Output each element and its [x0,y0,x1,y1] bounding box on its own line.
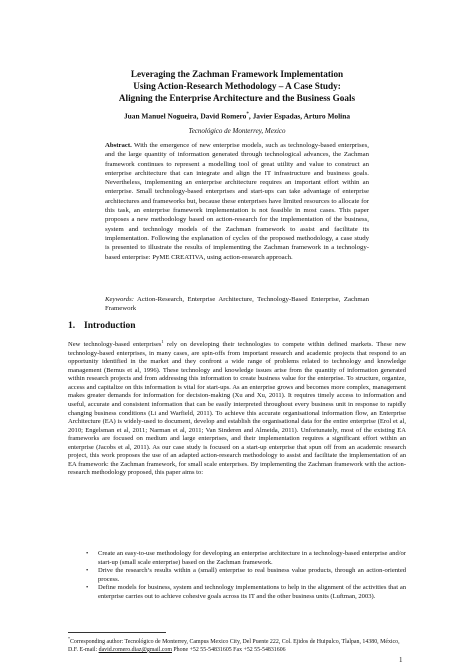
aim-text: Define models for business, system and technology implementations to help in the alignment of the activities that an enterprise carries out to achieve cohesive goals across its IT and the other business units (Luftman, 2003). [98,584,406,600]
title-line-1: Leveraging the Zachman Framework Implementation [130,69,344,79]
section-title: Introduction [84,321,136,331]
keywords-label: Keywords: [105,296,134,303]
bullet-icon: • [86,567,89,575]
footnote-divider [68,632,166,633]
title-line-3: Aligning the Enterprise Architecture and the Business Goals [118,93,356,103]
aims-list-item [86,584,406,601]
section-heading [68,320,136,332]
affiliation: Tecnológico de Monterrey, Mexico [188,127,286,135]
abstract-label: Abstract. [105,142,132,149]
footnote-text: Corresponding author: Tecnológico de Monterrey, Campus Mexico City, Del Puente 222, Col. Ejidos de Huipulco, Tlalpan, 14380, México, D.F. E-mail: [68,638,400,653]
aims-list [86,550,406,601]
footnote [68,635,406,655]
footnote-mark: * [68,636,70,641]
aims-list-item [86,567,406,584]
page-number: 1 [399,656,403,664]
authors-first: Juan Manuel Nogueira, David Romero [123,111,247,121]
author-list [60,110,414,121]
intro-text-start: New technology-based enterprises [68,341,162,349]
footnote-contact: Phone +52 55-54831605 Fax +52 55-54831606 [171,646,286,653]
aims-list-item [86,550,406,567]
footnote-ref: 1 [161,339,164,344]
keywords [105,295,369,314]
intro-text-rest: rely on developing their technologies to compete within defined markets. These new technology-based enterprises, in many cases, are spin-offs from important research and academic projects that respond to an opportunity identified in the market and they confront a wide range of problems related to technology and knowledge management (Bernus et al, 1996). These technology and knowledge issues arise from the quantity of information generated within research projects and from addressing this information to create business value for the enterprise. To structure, organize, access and capitalize on this information is vital for start-ups. As an enterprise grows and becomes more complex, management makes greater demands for information for decision-making (Xu and Xu, 2011). It requires timely access to information and useful, accurate and consistent information that can be easily interpreted throughout every business unit in response to rapidly changing business conditions (Li and Warfield, 2011). To achieve this accurate organisational information flow, an Enterprise Architecture (EA) is widely-used to document, develop and establish the organisational data for the entire enterprise (Erol et al, 2010; Engelsman et al, 2011; Narman et al, 2011; Van Sinderen and Almeida, 2011). Unfortunately, most of the existing EA frameworks are focused on medium and large enterprises, and their implementation requires a significant effort within an enterprise (Jacobs et al, 2011). As our case study is focused on a start-up enterprise that spun off from an academic research project, this work proposes the use of an adapted action-research methodology to assist and facilitate the implementation of an EA framework: the Zachman framework, for small scale enterprises. By implementing the Zachman framework with the action-research methodology proposed, this paper aims to: [68,341,406,477]
title-line-2: Using Action-Research Methodology – A Case Study: [133,81,341,91]
email-link[interactable]: david.romero.diaz@gmail.com [98,646,172,653]
introduction-paragraph [68,338,406,478]
keywords-text: Action-Research, Enterprise Architecture, Technology-Based Enterprise, Zachman Framework [105,296,369,313]
authors-rest: , Javier Espadas, Arturo Molina [248,111,351,121]
aim-text: Drive the research’s results within a (small) enterprise to real business value products, through an action-oriented process. [98,567,406,583]
bullet-icon: • [86,584,89,592]
abstract-text: With the emergence of new enterprise models, such as technology-based enterprises, and the large quantity of information generated through technological advances, the Zachman framework continues to represent a modelling tool of great utility and value to construct an enterprise architecture that can integrate and align the IT infrastructure and business goals. Nevertheless, implementing an enterprise architecture requires an important effort within an enterprise. Small technology-based enterprises and start-ups can take advantage of enterprise architectures and frameworks but, because these enterprises have limited resources to allocate for this task, an enterprise framework implementation is not feasible in most cases. This paper proposes a new methodology based on action-research for the implementation of the business, system and technology models of the Zachman framework to assist and facilitate its implementation. Following the explanation of cycles of the proposed methodology, a case study is presented to illustrate the results of implementing the Zachman framework in a technology-based enterprise: PyME CREATIVA, using action-research approach. [105,142,369,261]
bullet-icon: • [86,550,89,557]
aim-text: Create an easy-to-use methodology for developing an enterprise architecture in a technology-based enterprise and/or start-up (small scale enterprise) based on the Zachman framework. [98,550,406,566]
section-number: 1. [68,321,76,331]
abstract [105,141,369,262]
corresponding-author-mark: * [246,112,249,117]
paper-title [60,68,414,104]
